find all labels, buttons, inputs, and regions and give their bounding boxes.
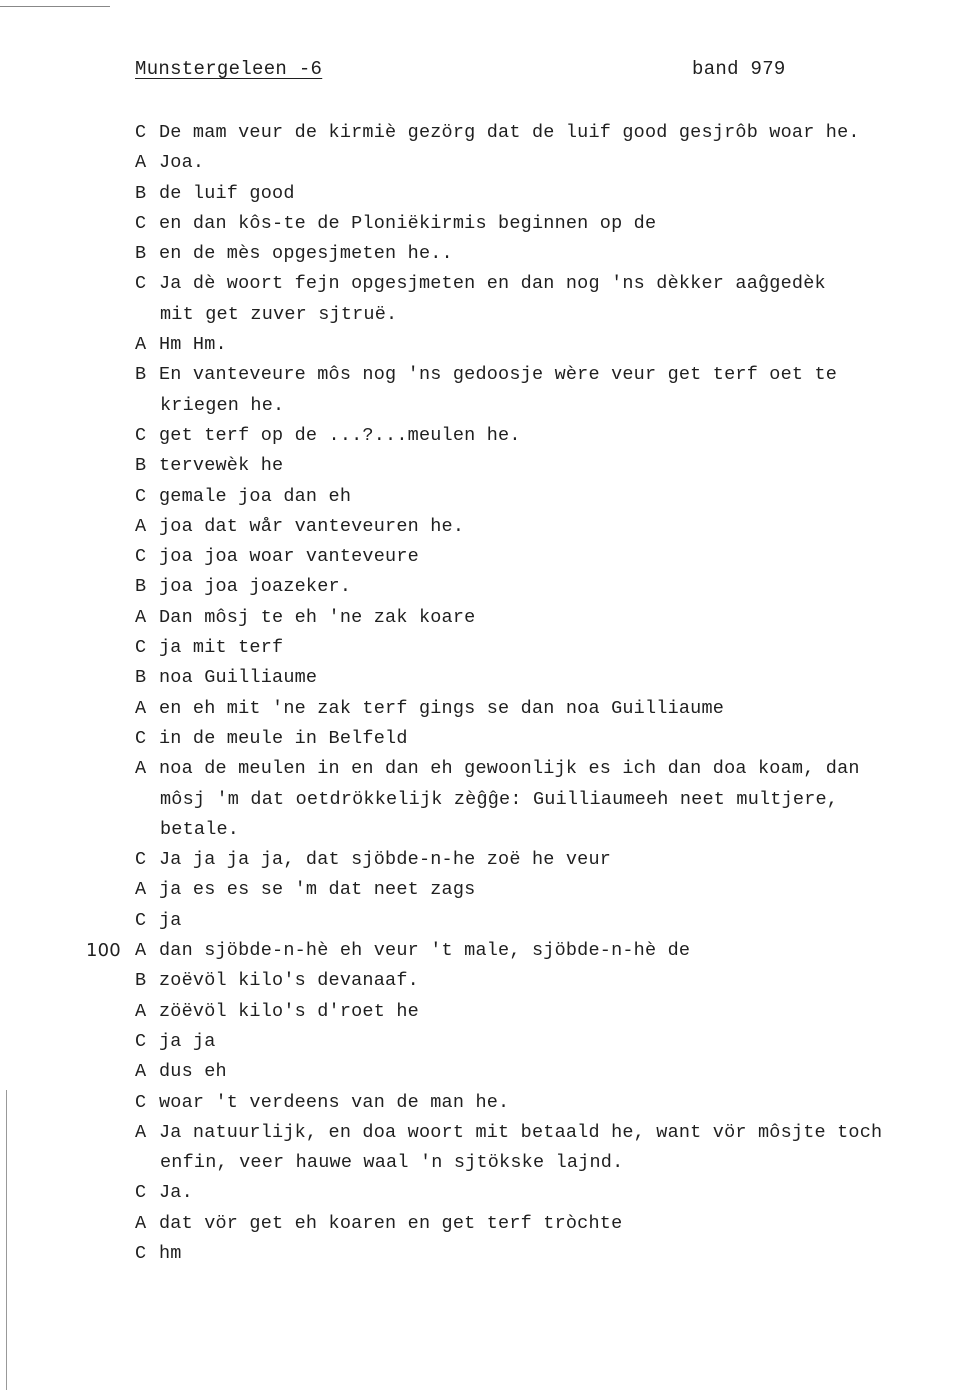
transcript-line — [0, 360, 966, 390]
transcript-line — [0, 785, 966, 815]
utterance-text: noa de meulen in en dan eh gewoonlijk es ich dan doa koam, dan — [159, 758, 860, 780]
transcript-line — [0, 179, 966, 209]
speaker-label: A — [135, 758, 147, 780]
speaker-label: C — [135, 273, 147, 295]
utterance-text: woar 't verdeens van de man he. — [159, 1091, 510, 1113]
utterance-text: en eh mit 'ne zak terf gings se dan noa Guilliaume — [159, 697, 725, 719]
transcript-line — [0, 845, 966, 875]
utterance-text: Ja natuurlijk, en doa woort mit betaald he, want vör môsjte toch — [159, 1121, 883, 1143]
speaker-label: C — [135, 424, 147, 446]
transcript-line — [0, 148, 966, 178]
speaker-label: A — [135, 152, 147, 174]
transcript-line — [0, 1118, 966, 1148]
transcript-line — [0, 300, 966, 330]
speaker-label: A — [135, 515, 147, 537]
utterance-text: kriegen he. — [160, 394, 285, 416]
utterance-text: En vanteveure môs nog 'ns gedoosje wère veur get terf oet te — [159, 364, 838, 386]
transcript-line — [0, 451, 966, 481]
transcript-line — [0, 754, 966, 784]
utterance-text: De mam veur de kirmiè gezörg dat de luif good gesjrôb woar he. — [159, 122, 860, 143]
speaker-label: A — [135, 697, 147, 719]
transcript-line — [0, 1027, 966, 1057]
speaker-label: C — [135, 849, 147, 871]
transcript-line — [0, 209, 966, 239]
utterance-text: en de mès opgesjmeten he.. — [159, 243, 453, 265]
utterance-text: in de meule in Belfeld — [159, 727, 408, 749]
transcript-lines — [0, 118, 966, 1269]
tape-number: band 979 — [692, 58, 786, 80]
transcript-line — [0, 936, 966, 966]
transcript-line — [0, 482, 966, 512]
transcript-line — [0, 603, 966, 633]
speaker-label: B — [135, 576, 147, 598]
utterance-text: ja ja — [159, 1030, 216, 1052]
utterance-text: de luif good — [159, 182, 295, 204]
speaker-label: C — [135, 727, 147, 749]
utterance-text: Ja dè woort fejn opgesjmeten en dan nog 'ns dèkker aaĝgedèk — [159, 273, 826, 295]
utterance-text: tervewèk he — [159, 455, 284, 477]
transcript-line — [0, 330, 966, 360]
speaker-label: B — [135, 182, 147, 204]
utterance-text: noa Guilliaume — [159, 667, 318, 689]
utterance-text: ja mit terf — [159, 637, 284, 659]
utterance-text: joa joa joazeker. — [159, 576, 352, 598]
utterance-text: zöëvöl kilo's d'roet he — [159, 1000, 419, 1022]
speaker-label: C — [135, 909, 147, 931]
utterance-text: ja — [159, 909, 182, 931]
utterance-text: Joa. — [159, 152, 205, 174]
speaker-label: A — [135, 1121, 147, 1143]
speaker-label: C — [135, 1091, 147, 1113]
transcript-line — [0, 391, 966, 421]
speaker-label: C — [135, 546, 147, 568]
transcript-line — [0, 966, 966, 996]
speaker-label: A — [135, 606, 147, 628]
transcript-line — [0, 663, 966, 693]
utterance-text: en dan kôs-te de Ploniëkirmis beginnen op de — [159, 212, 657, 234]
utterance-text: Ja. — [159, 1182, 193, 1204]
speaker-label: A — [135, 1061, 147, 1083]
top-edge-rule — [0, 6, 110, 7]
utterance-text: môsj 'm dat oetdrökkelijk zèĝĝe: Guilliaumeeh neet multjere, — [160, 788, 839, 810]
speaker-label: C — [135, 1242, 147, 1264]
utterance-text: Hm Hm. — [159, 334, 227, 356]
utterance-text: Ja ja ja ja, dat sjöbde-n-he zoë he veur — [159, 849, 612, 871]
utterance-text: joa joa woar vanteveure — [159, 546, 419, 568]
speaker-label: C — [135, 212, 147, 234]
utterance-text: get terf op de ...?...meulen he. — [159, 424, 521, 446]
utterance-text: dat vör get eh koaren en get terf tròchte — [159, 1212, 623, 1234]
transcript-line — [0, 1057, 966, 1087]
utterance-text: Dan môsj te eh 'ne zak koare — [159, 606, 476, 628]
speaker-label: A — [135, 1212, 147, 1234]
transcript-line — [0, 694, 966, 724]
line-number: 100 — [86, 940, 121, 962]
speaker-label: C — [135, 1030, 147, 1052]
utterance-text: betale. — [160, 818, 240, 840]
utterance-text: ja es es se 'm dat neet zags — [159, 879, 476, 901]
speaker-label: A — [135, 879, 147, 901]
transcript-line — [0, 269, 966, 299]
speaker-label: C — [135, 1182, 147, 1204]
transcript-line — [0, 1178, 966, 1208]
utterance-text: dus eh — [159, 1061, 227, 1083]
transcript-line — [0, 633, 966, 663]
transcript-line — [0, 1088, 966, 1118]
speaker-label: A — [135, 940, 147, 962]
speaker-label: C — [135, 485, 147, 507]
speaker-label: B — [135, 243, 147, 265]
transcript-line — [0, 906, 966, 936]
transcript-line — [0, 815, 966, 845]
transcript-line — [0, 239, 966, 269]
transcript-line — [0, 997, 966, 1027]
speaker-label: A — [135, 1000, 147, 1022]
utterance-text: gemale joa dan eh — [159, 485, 352, 507]
utterance-text: mit get zuver sjtruë. — [160, 303, 398, 325]
utterance-text: joa dat wår vanteveuren he. — [159, 515, 465, 537]
utterance-text: hm — [159, 1242, 182, 1264]
speaker-label: B — [135, 970, 147, 992]
transcript-line — [0, 1239, 966, 1269]
speaker-label: C — [135, 637, 147, 659]
speaker-label: A — [135, 334, 147, 356]
transcript-line — [0, 542, 966, 572]
speaker-label: C — [135, 122, 147, 143]
page-title: Munstergeleen -6 — [135, 58, 323, 80]
transcript-line — [0, 118, 966, 148]
speaker-label: B — [135, 667, 147, 689]
transcript-line — [0, 1148, 966, 1178]
transcript-line — [0, 875, 966, 905]
transcript-line — [0, 1209, 966, 1239]
utterance-text: zoëvöl kilo's devanaaf. — [159, 970, 419, 992]
transcript-line — [0, 421, 966, 451]
transcript-line — [0, 512, 966, 542]
utterance-text: dan sjöbde-n-hè eh veur 't male, sjöbde-n-hè de — [159, 940, 691, 962]
margin-rule — [6, 1090, 7, 1390]
transcript-line — [0, 572, 966, 602]
speaker-label: B — [135, 364, 147, 386]
transcript-line — [0, 724, 966, 754]
speaker-label: B — [135, 455, 147, 477]
utterance-text: enfin, veer hauwe waal 'n sjtökske lajnd. — [160, 1152, 624, 1174]
